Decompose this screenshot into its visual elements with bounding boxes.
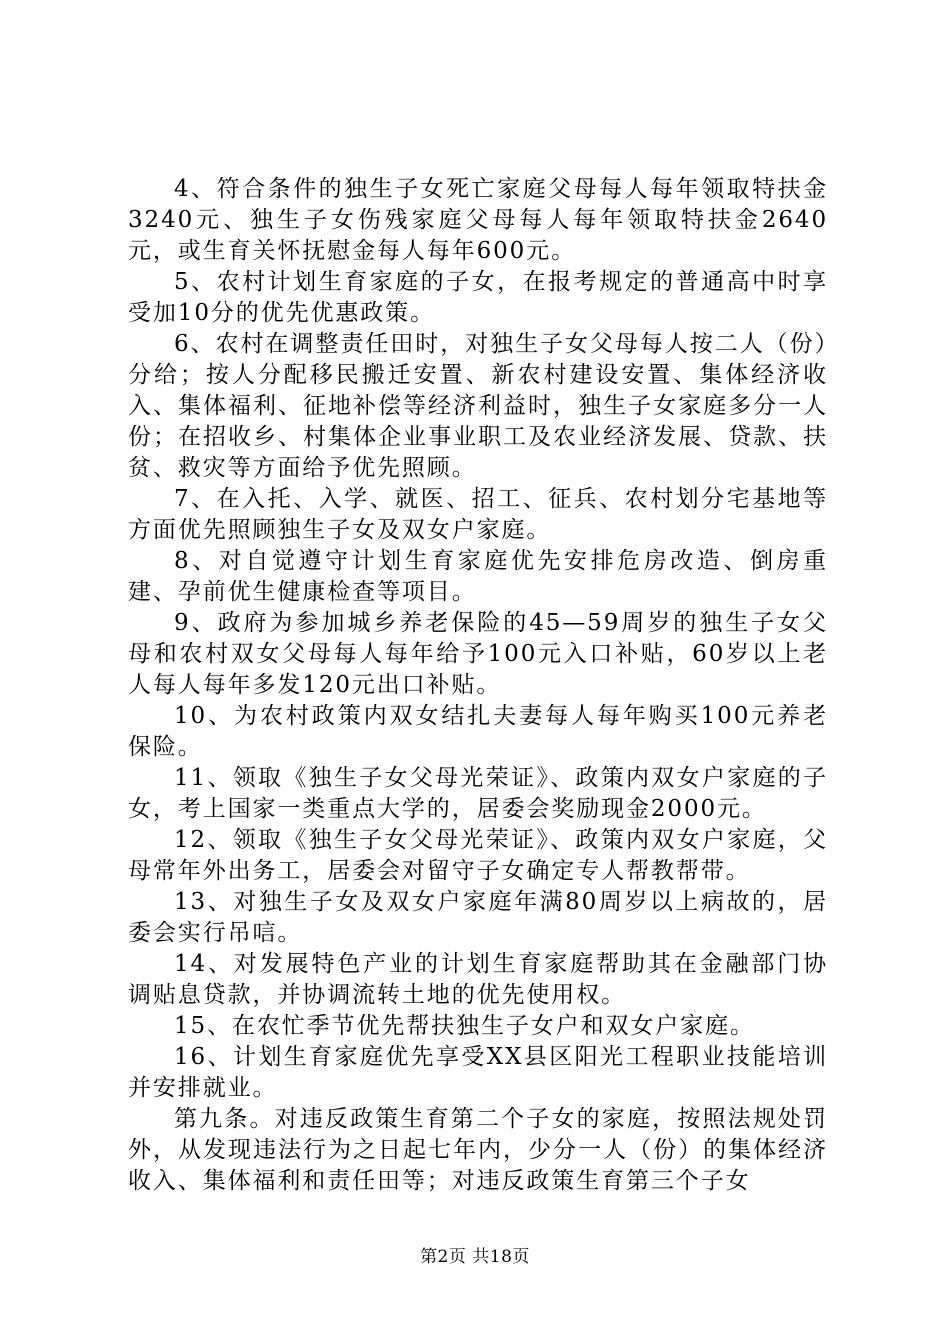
paragraph-item-12: 12、领取《独生子女父母光荣证》、政策内双女户家庭，父母常年外出务工，居委会对留守子女确定专人帮教帮带。: [128, 827, 828, 884]
paragraph-item-15: 15、在农忙季节优先帮扶独生子女户和双女户家庭。: [174, 1013, 755, 1039]
paragraph-item-6: 6、农村在调整责任田时，对独生子女父母每人按二人（份）分给；按人分配移民搬迁安置、新农村建设安置、集体经济收入、集体福利、征地补偿等经济利益时，独生子女家庭多分一人份；在招收乡、村集体企业事业职工及农业经济发展、贷款、扶贫、救灾等方面给予优先照顾。: [128, 331, 828, 481]
paragraph-item-16: 16、计划生育家庭优先享受XX县区阳光工程职业技能培训并安排就业。: [128, 1044, 828, 1101]
page-footer: 第2页 共18页: [420, 1247, 530, 1267]
paragraph-item-9: 9、政府为参加城乡养老保险的45—59周岁的独生子女父母和农村双女父母每人每年给予100元入口补贴，60岁以上老人每人每年多发120元出口补贴。: [128, 610, 828, 698]
paragraph-item-8: 8、对自觉遵守计划生育家庭优先安排危房改造、倒房重建、孕前优生健康检查等项目。: [128, 548, 828, 605]
paragraph-item-11: 11、领取《独生子女父母光荣证》、政策内双女户家庭的子女，考上国家一类重点大学的，居委会奖励现金2000元。: [128, 765, 828, 822]
paragraph-item-10: 10、为农村政策内双女结扎夫妻每人每年购买100元养老保险。: [128, 703, 828, 760]
paragraph-item-5: 5、农村计划生育家庭的子女，在报考规定的普通高中时享受加10分的优先优惠政策。: [128, 269, 828, 326]
paragraph-item-13: 13、对独生子女及双女户家庭年满80周岁以上病故的，居委会实行吊唁。: [128, 889, 828, 946]
paragraph-item-14: 14、对发展特色产业的计划生育家庭帮助其在金融部门协调贴息贷款，并协调流转土地的优先使用权。: [128, 951, 828, 1008]
paragraph-article-9: 第九条。对违反政策生育第二个子女的家庭，按照法规处罚外，从发现违法行为之日起七年内，少分一人（份）的集体经济收入、集体福利和责任田等；对违反政策生育第三个子女: [128, 1106, 828, 1194]
paragraph-item-4: 4、符合条件的独生子女死亡家庭父母每人每年领取特扶金3240元、独生子女伤残家庭父母每人每年领取特扶金2640元，或生育关怀抚慰金每人每年600元。: [128, 176, 828, 264]
paragraph-item-7: 7、在入托、入学、就医、招工、征兵、农村划分宅基地等方面优先照顾独生子女及双女户家庭。: [128, 486, 828, 543]
document-body: [128, 174, 828, 1197]
